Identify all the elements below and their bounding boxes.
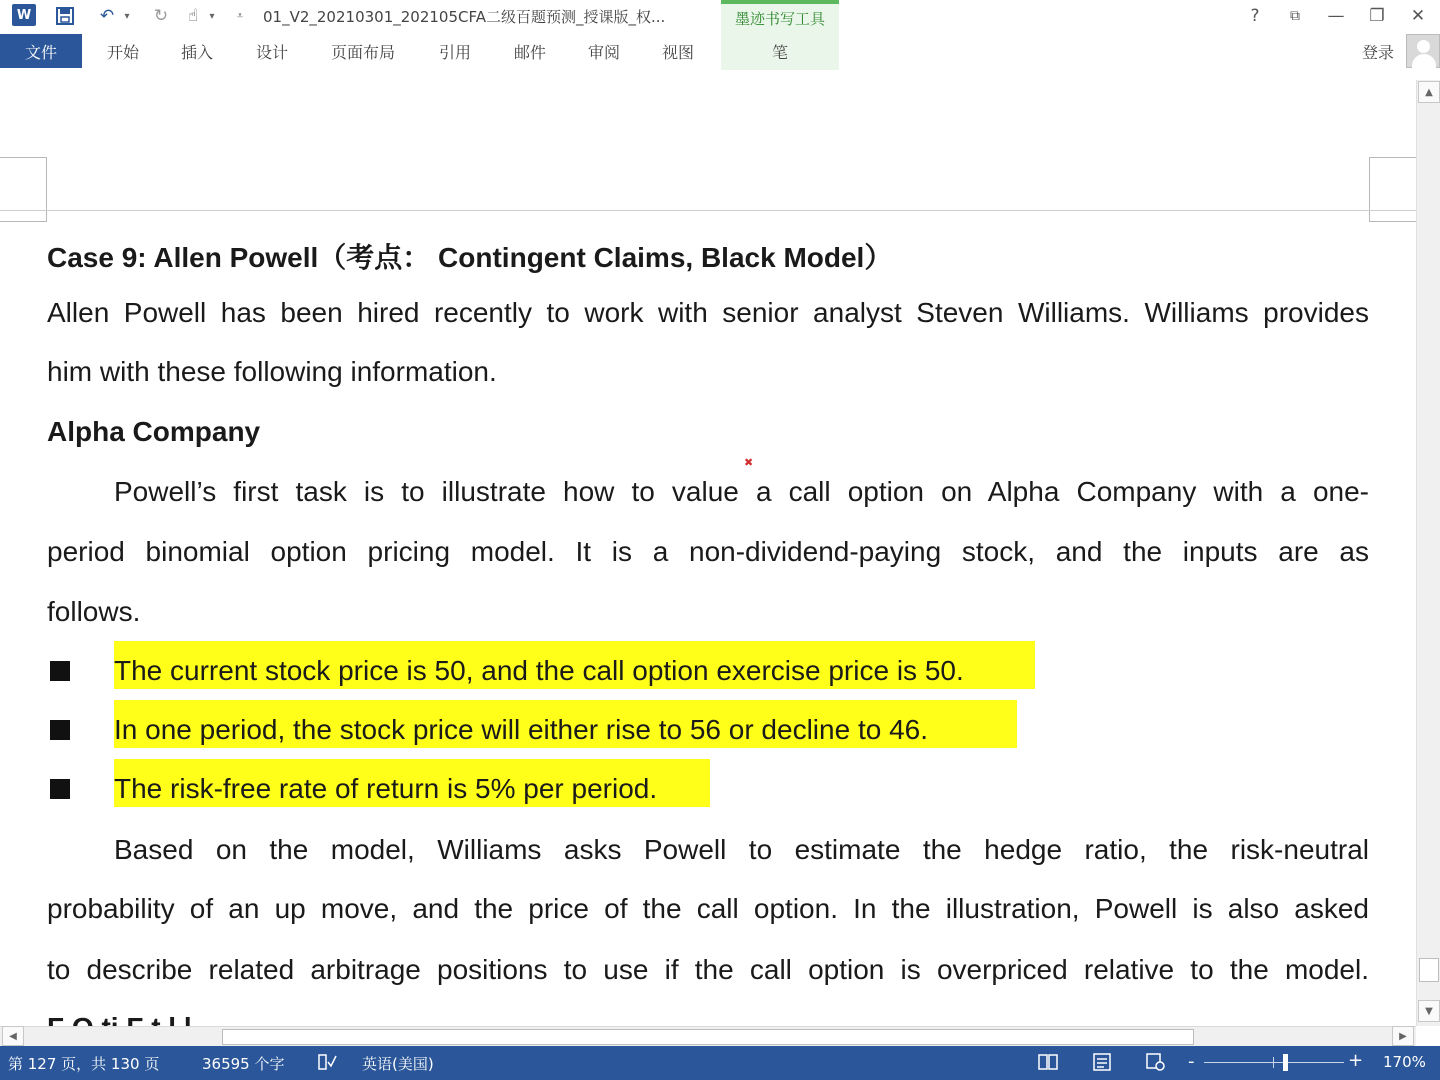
bullet-text-3: The risk-free rate of return is 5% per period.	[114, 773, 658, 804]
scroll-down-icon[interactable]: ▼	[1418, 1000, 1440, 1022]
para1-line-1: Powell’s first task is to illustrate how to value a call option on Alpha Company with a one-	[114, 476, 1369, 507]
help-icon[interactable]: ?	[1250, 6, 1260, 26]
bullet-square-icon	[50, 779, 70, 799]
page-separator	[0, 210, 1416, 211]
ink-cursor-icon: ✖	[744, 456, 754, 469]
tab-review[interactable]: 审阅	[587, 42, 620, 62]
print-layout-icon[interactable]	[1091, 1052, 1113, 1072]
vertical-scrollbar[interactable]	[1416, 80, 1440, 1026]
word-count[interactable]: 36595 个字	[202, 1055, 285, 1073]
zoom-level[interactable]: 170%	[1383, 1053, 1426, 1071]
tab-file[interactable]: 文件	[0, 34, 82, 68]
tab-references[interactable]: 引用	[438, 42, 471, 62]
zoom-slider-center-tick	[1273, 1057, 1274, 1068]
tab-insert[interactable]: 插入	[180, 42, 213, 62]
web-layout-icon[interactable]	[1144, 1052, 1166, 1072]
close-icon[interactable]: ✕	[1410, 6, 1426, 26]
bullet-text-1: The current stock price is 50, and the call option exercise price is 50.	[114, 655, 964, 686]
tab-page-layout[interactable]: 页面布局	[330, 42, 395, 62]
scroll-left-icon[interactable]: ◀	[2, 1026, 24, 1046]
restore-icon[interactable]: ❐	[1369, 6, 1385, 26]
scroll-up-icon[interactable]: ▲	[1418, 81, 1440, 103]
para2-line-1: Based on the model, Williams asks Powell to estimate the hedge ratio, the risk-neutral	[114, 834, 1369, 865]
word-icon[interactable]: W	[12, 4, 36, 26]
read-mode-icon[interactable]	[1037, 1052, 1059, 1072]
horizontal-scroll-thumb[interactable]	[222, 1029, 1194, 1045]
avatar-body-shape	[1412, 54, 1436, 72]
bullet-square-icon	[50, 661, 70, 681]
customize-toolbar-icon[interactable]: ⩡	[236, 9, 244, 22]
language-indicator[interactable]: 英语(美国)	[362, 1055, 434, 1073]
tab-mailings[interactable]: 邮件	[513, 42, 546, 62]
title-bar	[0, 0, 1440, 32]
avatar-head-shape	[1417, 40, 1430, 53]
bullet-square-icon	[50, 720, 70, 740]
case-title: Case 9: Allen Powell（考点： Contingent Claims, Black Model）	[47, 242, 893, 273]
page-corner-right	[1369, 157, 1416, 222]
document-page[interactable]	[0, 72, 1416, 1026]
save-icon[interactable]	[52, 4, 78, 28]
para2-line-3: to describe related arbitrage positions to use if the call option is overpriced relative to the model.	[47, 954, 1369, 985]
para1-line-2: period binomial option pricing model. It is a non-dividend-paying stock, and the inputs are as	[47, 536, 1369, 567]
proofing-icon[interactable]	[316, 1052, 338, 1072]
zoom-out-button[interactable]: -	[1188, 1051, 1195, 1072]
intro-line-2: him with these following information.	[47, 356, 497, 387]
ink-tools-context-title: 墨迹书写工具	[721, 0, 839, 32]
para2-line-2: probability of an up move, and the price of the call option. In the illustration, Powell is also asked	[47, 893, 1369, 924]
tab-pen[interactable]: 笔	[721, 32, 839, 70]
user-avatar[interactable]	[1406, 34, 1440, 68]
touch-dropdown-icon[interactable]: ▾	[209, 10, 215, 22]
zoom-slider-thumb[interactable]	[1283, 1054, 1288, 1071]
horizontal-scrollbar[interactable]	[0, 1026, 1416, 1046]
tab-design[interactable]: 设计	[255, 42, 288, 62]
redo-icon[interactable]: ↻	[153, 6, 169, 26]
ribbon-display-icon[interactable]: ⧉	[1290, 8, 1300, 24]
status-bar	[0, 1046, 1440, 1080]
zoom-slider-track[interactable]	[1204, 1062, 1344, 1063]
vertical-scroll-thumb[interactable]	[1419, 958, 1439, 982]
sign-in-link[interactable]: 登录	[1362, 43, 1395, 62]
page-count[interactable]: 第 127 页，共 130 页	[8, 1055, 160, 1073]
page-corner-left	[0, 157, 47, 222]
ribbon-tabs	[0, 32, 1440, 70]
section-heading: Alpha Company	[47, 416, 261, 447]
scroll-right-icon[interactable]: ▶	[1392, 1026, 1414, 1046]
touch-mode-icon[interactable]: ☝	[187, 6, 199, 26]
bullet-text-2: In one period, the stock price will either rise to 56 or decline to 46.	[114, 714, 928, 745]
minimize-icon[interactable]: —	[1327, 6, 1345, 26]
undo-icon[interactable]: ↶	[99, 6, 115, 26]
para1-line-3: follows.	[47, 596, 141, 627]
intro-line-1: Allen Powell has been hired recently to work with senior analyst Steven Williams. Williams provides	[47, 297, 1369, 328]
zoom-in-button[interactable]: +	[1348, 1050, 1364, 1071]
tab-view[interactable]: 视图	[661, 42, 694, 62]
tab-home[interactable]: 开始	[106, 42, 139, 62]
undo-dropdown-icon[interactable]: ▾	[124, 10, 130, 22]
document-title: 01_V2_20210301_202105CFA二级百题预测_授课版_权...	[263, 8, 666, 26]
